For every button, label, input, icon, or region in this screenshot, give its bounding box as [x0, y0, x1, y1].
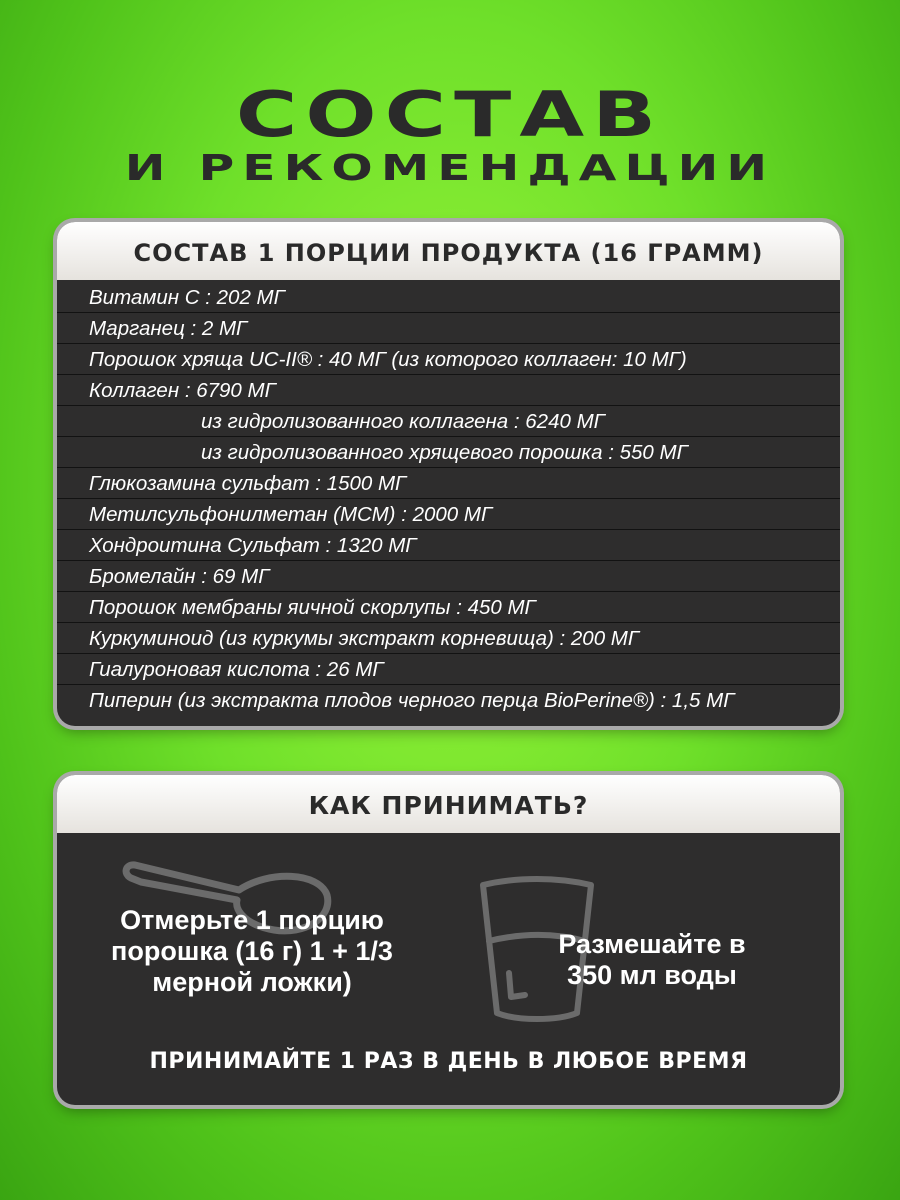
ingredient-row: Гиалуроновая кислота : 26 МГ [57, 654, 840, 685]
dosage-instruction: ПРИНИМАЙТЕ 1 РАЗ В ДЕНЬ В ЛЮБОЕ ВРЕМЯ [149, 1049, 748, 1074]
step-measure-text: Отмерьте 1 порцию порошка (16 г) 1 + 1/3 мерной ложки) [111, 905, 393, 997]
howto-card [57, 775, 840, 1105]
step-mix-text: Размешайте в 350 мл воды [558, 929, 746, 990]
composition-header: СОСТАВ 1 ПОРЦИИ ПРОДУКТА (16 ГРАММ) [57, 222, 840, 280]
ingredient-row: Пиперин (из экстракта плодов черного перца BioPerine®) : 1,5 МГ [89, 689, 735, 712]
page-title: СОСТАВ [235, 78, 665, 151]
ingredient-row: Куркуминоид (из куркумы экстракт корневища) : 200 МГ [57, 623, 840, 654]
composition-card [57, 222, 840, 726]
ingredient-row: Витамин С : 202 МГ [57, 282, 840, 313]
ingredient-row: Бромелайн : 69 МГ [57, 561, 840, 592]
ingredient-row: Коллаген : 6790 МГ [57, 375, 840, 406]
ingredient-subrow: из гидролизованного коллагена : 6240 МГ [57, 406, 840, 437]
ingredient-row: Метилсульфонилметан (МСМ) : 2000 МГ [57, 499, 840, 530]
composition-list [57, 280, 840, 715]
ingredient-row: Марганец : 2 МГ [57, 313, 840, 344]
ingredient-row: Порошок мембраны яичной скорлупы : 450 МГ [57, 592, 840, 623]
ingredient-row: Хондроитина Сульфат : 1320 МГ [57, 530, 840, 561]
page-subtitle: И РЕКОМЕНДАЦИИ [124, 148, 776, 189]
ingredient-subrow: из гидролизованного хрящевого порошка : 550 МГ [57, 437, 840, 468]
howto-header: КАК ПРИНИМАТЬ? [57, 775, 840, 833]
ingredient-row: Глюкозамина сульфат : 1500 МГ [57, 468, 840, 499]
ingredient-row: Порошок хряща UC-II® : 40 МГ (из которого коллаген: 10 МГ) [57, 344, 840, 375]
